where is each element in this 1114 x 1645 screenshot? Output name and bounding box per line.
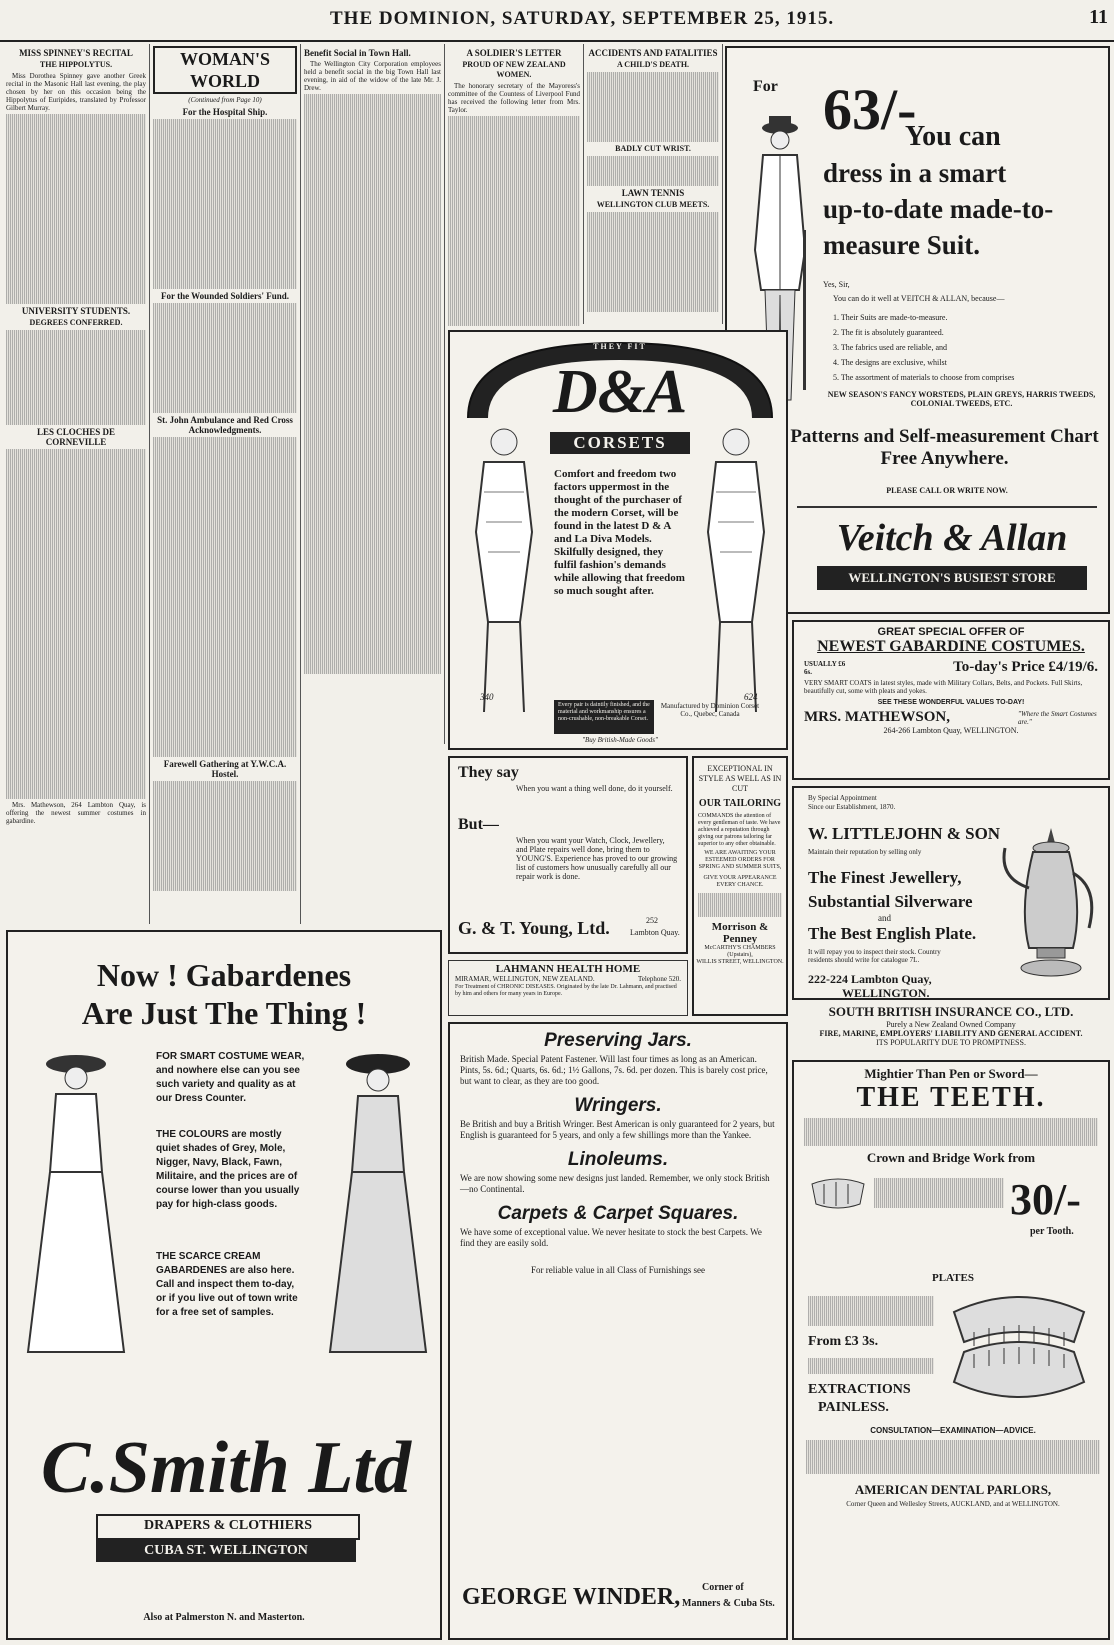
- reason-item: 2. The fit is absolutely guaranteed.: [833, 328, 944, 337]
- headline-line-4: measure Suit.: [823, 230, 981, 260]
- gabardenes-para-1: FOR SMART COSTUME WEAR, and nowhere else can you see such variety and quality as at our Dress Counter.: [156, 1051, 305, 1104]
- tooth-price: 30/-: [1010, 1175, 1081, 1224]
- dental-headline: THE TEETH.: [856, 1082, 1046, 1113]
- veitch-allan-logo: Veitch & Allan: [836, 517, 1068, 559]
- reason-item: 5. The assortment of materials to choose from comprises: [833, 373, 1015, 382]
- appointment: By Special Appointment: [808, 794, 877, 802]
- inspect-note: It will repay you to inspect their stock. Country residents should write for catalogue 7L.: [808, 948, 941, 964]
- corset-ad: [448, 330, 788, 750]
- dental-parlors-name: AMERICAN DENTAL PARLORS,: [854, 1482, 1052, 1497]
- dental-intro: [804, 1118, 1098, 1146]
- todays-price: To-day's Price £4/19/6.: [953, 659, 1098, 675]
- article-body: [153, 781, 297, 891]
- for-label: For: [753, 78, 778, 95]
- gabardenes-headline-2: Are Just The Thing !: [81, 995, 367, 1031]
- carpets-text: We have some of exceptional value. We never hesitate to stock the best Carpets. We find they are easily sold.: [460, 1227, 762, 1248]
- line-plate: The Best English Plate.: [808, 924, 977, 943]
- extraction-note: [808, 1358, 934, 1374]
- article-text: Mrs. Mathewson, 264 Lambton Quay, is offering the newest summer costumes in gabardine.: [6, 801, 146, 825]
- usual-price: USUALLY £6 6s.: [804, 659, 846, 676]
- masthead-rule: [0, 40, 1114, 42]
- young-ad: [448, 756, 688, 954]
- mathewson-name: MRS. MATHEWSON,: [804, 709, 950, 725]
- lahmann-name: LAHMANN HEALTH HOME: [495, 963, 641, 975]
- insurance-name: SOUTH BRITISH INSURANCE CO., LTD.: [828, 1004, 1074, 1019]
- lady-figure-left: [16, 1042, 146, 1362]
- gabardenes-para-2: THE COLOURS are mostly quiet shades of Grey, Mole, Nigger, Navy, Black, Fawn, Militaire, and the prices are of course lower than you usually pay for high-class goods.: [156, 1129, 300, 1210]
- intro: You can do it well at VEITCH & ALLAN, because—: [833, 294, 1005, 303]
- article-heading: Farewell Gathering at Y.W.C.A. Hostel.: [163, 759, 287, 779]
- suit-price: 63/-: [823, 77, 917, 142]
- morrison-penney-ad: [692, 756, 788, 1016]
- article-body: [587, 156, 719, 186]
- tagline: "Where the Smart Costumes are.": [1018, 709, 1097, 726]
- young-name: G. & T. Young, Ltd.: [458, 918, 610, 938]
- bridge-text: [874, 1178, 1004, 1208]
- plates-text: [808, 1296, 934, 1326]
- call-to-action: PLEASE CALL OR WRITE NOW.: [886, 486, 1008, 495]
- article-heading: For the Hospital Ship.: [182, 107, 268, 117]
- article-subheading: DEGREES CONFERRED.: [29, 318, 123, 327]
- manufacturer: Manufactured by Dominion Corset Co., Quebec, Canada: [660, 702, 760, 718]
- littlejohn-name: W. LITTLEJOHN & SON: [808, 824, 1001, 843]
- article-subheading: A CHILD'S DEATH.: [616, 60, 690, 69]
- model-number: 624: [744, 692, 758, 702]
- but-label: But—: [458, 816, 499, 833]
- young-number: 252: [646, 916, 658, 925]
- column-2-womans-world: [153, 46, 297, 920]
- costumes-heading: NEWEST GABARDINE COSTUMES.: [817, 638, 1085, 655]
- corset-figure-left: [454, 422, 554, 722]
- preserving-jars-heading: Preserving Jars.: [544, 1030, 692, 1051]
- article-body: [448, 116, 580, 326]
- article-body: [6, 330, 146, 425]
- winder-name: GEORGE WINDER,: [462, 1584, 681, 1610]
- say-text: When you want a thing well done, do it yourself.: [516, 784, 673, 793]
- buy-british: "Buy British-Made Goods": [582, 736, 658, 744]
- per-tooth: per Tooth.: [1030, 1226, 1074, 1237]
- tailoring-body: COMMANDS the attention of every gentleman of taste. We have achieved a reputation through giving our patrons tailoring far superior to any other obtainable.: [698, 813, 781, 847]
- store-banner: WELLINGTON'S BUSIEST STORE: [817, 566, 1087, 590]
- womans-world-heading: WOMAN'S WORLD: [153, 46, 297, 94]
- patterns-offer: Patterns and Self-measurement Chart Free Anywhere.: [790, 426, 1099, 469]
- insurance-line: FIRE, MARINE, EMPLOYERS' LIABILITY AND GENERAL ACCIDENT.: [819, 1029, 1083, 1038]
- plates-price: From £3 3s.: [808, 1334, 879, 1349]
- reason-item: 4. The designs are exclusive, whilst: [833, 358, 947, 367]
- wringers-heading: Wringers.: [574, 1095, 662, 1116]
- lahmann-body: For Treatment of CHRONIC DISEASES. Originated by the late Dr. Lahmann, and practised by him and others for many years in Europe.: [455, 984, 677, 997]
- article-heading: LAWN TENNIS: [621, 188, 685, 198]
- headline-line-3: up-to-date made-to-: [823, 194, 1054, 224]
- mathewson-ad: [792, 620, 1110, 780]
- lahmann-telephone: Telephone 520.: [637, 975, 681, 983]
- gabardenes-ad: [6, 930, 442, 1640]
- south-british-ad: [792, 1004, 1110, 1056]
- george-winder-ad: [448, 1022, 788, 1640]
- article-heading: MISS SPINNEY'S RECITAL: [19, 48, 133, 58]
- continued-note: (Continued from Page 10): [188, 96, 262, 104]
- insurance-line: Purely a New Zealand Owned Company: [886, 1020, 1016, 1029]
- consultation: CONSULTATION—EXAMINATION—ADVICE.: [870, 1426, 1036, 1435]
- they-say: They say: [458, 764, 519, 781]
- lady-figure-right: [308, 1042, 438, 1362]
- article-heading: St. John Ambulance and Red Cross Acknowledgments.: [157, 415, 293, 435]
- since: Since our Establishment, 1870.: [808, 803, 896, 811]
- headline-line-2: dress in a smart: [823, 158, 1007, 188]
- headline-line-1: You can: [905, 121, 1001, 152]
- column-5-accidents: [587, 46, 719, 326]
- corset-figure-right: [686, 422, 786, 722]
- da-logo: D&A: [552, 358, 688, 426]
- offer-description: VERY SMART COATS in latest styles, made with Military Collars, Belts, and Pockets. Full Skirts, beautifully cut, some with pleats and yokes.: [804, 679, 1083, 695]
- offer-heading: GREAT SPECIAL OFFER OF: [877, 626, 1025, 638]
- street-banner: CUBA ST. WELLINGTON: [96, 1540, 356, 1562]
- model-number: 340: [480, 692, 494, 702]
- linoleums-heading: Linoleums.: [567, 1149, 669, 1170]
- article-text: Miss Dorothea Spinney gave another Greek recital in the Masonic Hall last evening, the play chosen by her on this occasion being the Hippolytus of Euripides, translated by Professor Gilbert Murray.: [6, 72, 146, 112]
- dentures-illustration: [944, 1292, 1094, 1402]
- preserving-jars-text: British Made. Special Patent Fastener. Will last four times as long as an American. Pints, 5s. 6d.; Quarts, 6s. 6d.; 1½ Gallons, 7s. 6d. per dozen. This is barely cost price, but want to clear, as they are too good.: [460, 1054, 768, 1086]
- painless-heading: PAINLESS.: [818, 1400, 889, 1415]
- gabardenes-headline-1: Now ! Gabardenes: [96, 957, 352, 993]
- branches: Also at Palmerston N. and Masterton.: [143, 1612, 305, 1623]
- line-silverware: Substantial Silverware: [808, 892, 973, 911]
- column-rule: [583, 44, 584, 324]
- see-values: SEE THESE WONDERFUL VALUES TO-DAY!: [877, 699, 1025, 706]
- page-number: 11: [1089, 6, 1108, 28]
- young-body: When you want your Watch, Clock, Jewellery, and Plate repairs well done, bring them to YOUNG'S. Experience has proved to our growing list of customers how unusually carefully all our repair work is done.: [516, 836, 678, 881]
- plates-heading: PLATES: [932, 1272, 974, 1284]
- column-rule: [300, 44, 301, 924]
- article-heading: Benefit Social in Town Hall.: [304, 48, 411, 58]
- article-body: [587, 212, 719, 312]
- dental-ad: [792, 1060, 1110, 1640]
- tailoring-tagline: EXCEPTIONAL IN STYLE AS WELL AS IN CUT: [698, 764, 782, 793]
- column-1-articles: [6, 46, 146, 920]
- column-rule: [722, 44, 723, 324]
- article-heading: LES CLOCHES DE CORNEVILLE: [36, 427, 116, 447]
- article-body: [304, 94, 441, 674]
- winder-streets: Manners & Cuba Sts.: [682, 1598, 775, 1609]
- article-heading: ACCIDENTS AND FATALITIES: [588, 48, 718, 58]
- bridge-illustration: [808, 1174, 868, 1214]
- littlejohn-ad: [792, 786, 1110, 1000]
- article-body: [153, 303, 297, 413]
- yes-sir: Yes, Sir,: [823, 280, 850, 289]
- drapers-banner: DRAPERS & CLOTHIERS: [96, 1514, 360, 1540]
- column-rule: [149, 44, 150, 924]
- column-rule: [444, 44, 445, 744]
- reasons-list: [833, 310, 1014, 385]
- wringers-text: Be British and buy a British Wringer. Best American is only guaranteed for 2 years, but English is guaranteed for 5 years, and only a few shillings more than the Yankee.: [460, 1119, 775, 1140]
- c-smith-logo: C.Smith Ltd: [40, 1427, 412, 1509]
- materials: NEW SEASON'S FANCY WORSTEDS, PLAIN GREYS, HARRIS TWEEDS, COLONIAL TWEEDS, ETC.: [827, 390, 1096, 408]
- article-body: [153, 119, 297, 289]
- dental-tagline: Mightier Than Pen or Sword—: [864, 1066, 1038, 1081]
- tailoring-heading: OUR TAILORING: [698, 798, 782, 809]
- article-subheading: THE HIPPOLYTUS.: [39, 60, 113, 69]
- article-subheading: PROUD OF NEW ZEALAND WOMEN.: [462, 60, 566, 79]
- address: 222-224 Lambton Quay,: [808, 972, 932, 986]
- masthead-title: THE DOMINION, SATURDAY, SEPTEMBER 25, 1915.: [330, 8, 835, 29]
- guarantee-box: Every pair is daintily finished, and the material and workmanship ensures a non-crushable, non-breakable Corset.: [554, 700, 654, 734]
- city: WELLINGTON.: [842, 986, 930, 1000]
- article-body: [153, 437, 297, 757]
- article-body: [6, 114, 146, 304]
- line-and: and: [878, 913, 891, 923]
- winder-corner: Corner of: [702, 1582, 744, 1593]
- article-heading: A SOLDIER'S LETTER: [466, 48, 562, 58]
- column-4-soldiers-letter: [448, 46, 580, 326]
- article-subheading: WELLINGTON CLUB MEETS.: [596, 200, 710, 209]
- fit-banner: THEY FIT: [593, 342, 647, 351]
- insurance-line: ITS POPULARITY DUE TO PROMPTNESS.: [876, 1038, 1026, 1047]
- article-text: The honorary secretary of the Mayoress's committee of the Countess of Liverpool Fund has received the following letter from Mrs. Taylor.: [448, 82, 580, 114]
- line-jewellery: The Finest Jewellery,: [808, 868, 962, 887]
- morrison-street: WILLIS STREET, WELLINGTON.: [696, 959, 784, 965]
- corsets-label: CORSETS: [550, 432, 690, 454]
- young-street: Lambton Quay.: [630, 928, 680, 937]
- article-body: [587, 72, 719, 142]
- consultation-text: [806, 1440, 1100, 1474]
- reliable-note: For reliable value in all Class of Furnishings see: [531, 1265, 705, 1275]
- morrison-name: Morrison & Penney: [711, 921, 769, 945]
- lahmann-ad: [448, 960, 688, 1016]
- morrison-chambers: McCARTHY'S CHAMBERS (Upstairs),: [704, 945, 776, 958]
- maintain: Maintain their reputation by selling only: [808, 848, 922, 856]
- article-heading: For the Wounded Soldiers' Fund.: [161, 291, 289, 301]
- extractions-heading: EXTRACTIONS: [808, 1382, 911, 1397]
- article-subheading: BADLY CUT WRIST.: [615, 144, 691, 153]
- lahmann-location: MIRAMAR, WELLINGTON, NEW ZEALAND.: [455, 975, 595, 983]
- masthead: [0, 0, 1114, 40]
- article-text: The Wellington City Corporation employees held a benefit social in the big Town Hall last evening, in aid of the widow of the late Mr. J. Drew.: [304, 60, 441, 92]
- divider: [797, 506, 1097, 508]
- article-heading: UNIVERSITY STUDENTS.: [21, 306, 131, 316]
- carpets-heading: Carpets & Carpet Squares.: [497, 1203, 739, 1224]
- awaiting-orders: WE ARE AWAITING YOUR ESTEEMED ORDERS FOR SPRING AND SUMMER SUITS,: [698, 850, 782, 870]
- corset-copy: Comfort and freedom two factors uppermost in the thought of the purchaser of the modern Corset, will be found in the latest D & A and La Diva Models. Skilfully designed, they fulfil fashion's demands while allowing that freedom so much sought after.: [554, 468, 685, 597]
- appearance-note: GIVE YOUR APPEARANCE EVERY CHANCE.: [703, 875, 777, 888]
- address: 264-266 Lambton Quay, WELLINGTON.: [883, 726, 1019, 735]
- gabardenes-para-3: THE SCARCE CREAM GABARDENES are also here. Call and inspect them to-day, or if you live out of town write for a free set of samples.: [156, 1251, 298, 1318]
- column-3-articles: [304, 46, 441, 691]
- tailoring-text: [698, 893, 782, 917]
- reason-item: 3. The fabrics used are reliable, and: [833, 343, 948, 352]
- dental-address: Corner Queen and Wellesley Streets, AUCKLAND, and at WELLINGTON.: [846, 1500, 1060, 1508]
- teapot-illustration: [999, 818, 1104, 993]
- reason-item: 1. Their Suits are made-to-measure.: [833, 313, 948, 322]
- article-body: [6, 449, 146, 799]
- linoleums-text: We are now showing some new designs just landed. Remember, we only stock British—no Continental.: [460, 1173, 770, 1194]
- crown-work: Crown and Bridge Work from: [866, 1150, 1036, 1165]
